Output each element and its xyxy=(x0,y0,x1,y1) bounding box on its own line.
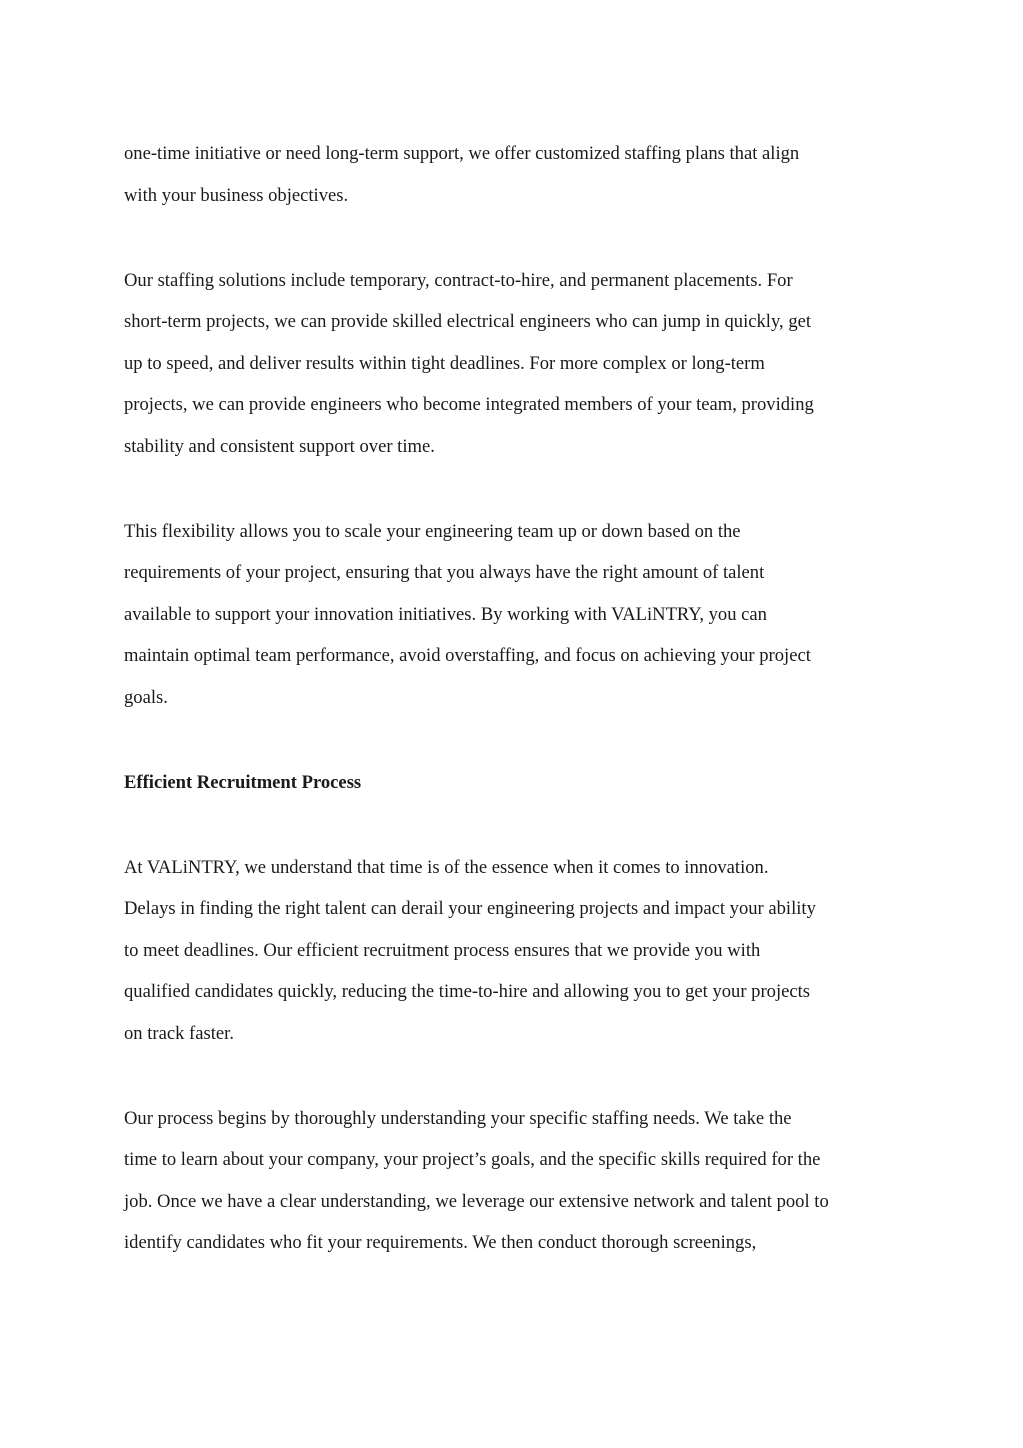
text-line: identify candidates who fit your requirements. We then conduct thorough screenings, xyxy=(124,1232,757,1253)
text-line: maintain optimal team performance, avoid overstaffing, and focus on achieving your project xyxy=(124,645,811,666)
text-line: time to learn about your company, your project’s goals, and the specific skills required for the xyxy=(124,1149,821,1170)
text-line: short-term projects, we can provide skilled electrical engineers who can jump in quickly, get xyxy=(124,311,812,332)
paragraph-spacer xyxy=(124,467,914,511)
paragraph-spacer xyxy=(124,216,914,260)
text-line: requirements of your project, ensuring that you always have the right amount of talent xyxy=(124,562,765,583)
text-line: Our staffing solutions include temporary, contract-to-hire, and permanent placements. For xyxy=(124,269,793,291)
text-line: job. Once we have a clear understanding, we leverage our extensive network and talent pool to xyxy=(124,1190,829,1212)
text-line: Our process begins by thoroughly understanding your specific staffing needs. We take the xyxy=(124,1107,792,1129)
paragraph-flexibility xyxy=(124,511,914,719)
paragraph-spacer xyxy=(124,1054,914,1098)
text-line: to meet deadlines. Our efficient recruitment process ensures that we provide you with xyxy=(124,939,761,961)
text-line: stability and consistent support over time. xyxy=(124,435,435,457)
text-line: At VALiNTRY, we understand that time is of the essence when it comes to innovation. xyxy=(124,856,769,878)
paragraph-process xyxy=(124,1098,914,1264)
section-heading xyxy=(124,762,914,804)
text-line: one-time initiative or need long-term support, we offer customized staffing plans that align xyxy=(124,143,800,164)
text-line: qualified candidates quickly, reducing the time-to-hire and allowing you to get your projects xyxy=(124,981,811,1002)
paragraph-spacer xyxy=(124,803,914,847)
text-line: goals. xyxy=(124,686,168,708)
text-line: with your business objectives. xyxy=(124,184,349,206)
document-body xyxy=(124,133,914,1264)
text-line: Delays in finding the right talent can derail your engineering projects and impact your ability xyxy=(124,898,816,919)
text-line: projects, we can provide engineers who become integrated members of your team, providing xyxy=(124,394,814,415)
text-line: available to support your innovation initiatives. By working with VALiNTRY, you can xyxy=(124,603,767,625)
paragraph-staffing-plans xyxy=(124,133,914,216)
text-line: on track faster. xyxy=(124,1022,234,1044)
paragraph-spacer xyxy=(124,718,914,762)
text-line: up to speed, and deliver results within tight deadlines. For more complex or long-term xyxy=(124,352,765,374)
paragraph-recruitment-intro xyxy=(124,847,914,1055)
heading-text: Efficient Recruitment Process xyxy=(124,771,362,793)
text-line: This flexibility allows you to scale your engineering team up or down based on the xyxy=(124,520,741,542)
paragraph-staffing-solutions xyxy=(124,260,914,468)
